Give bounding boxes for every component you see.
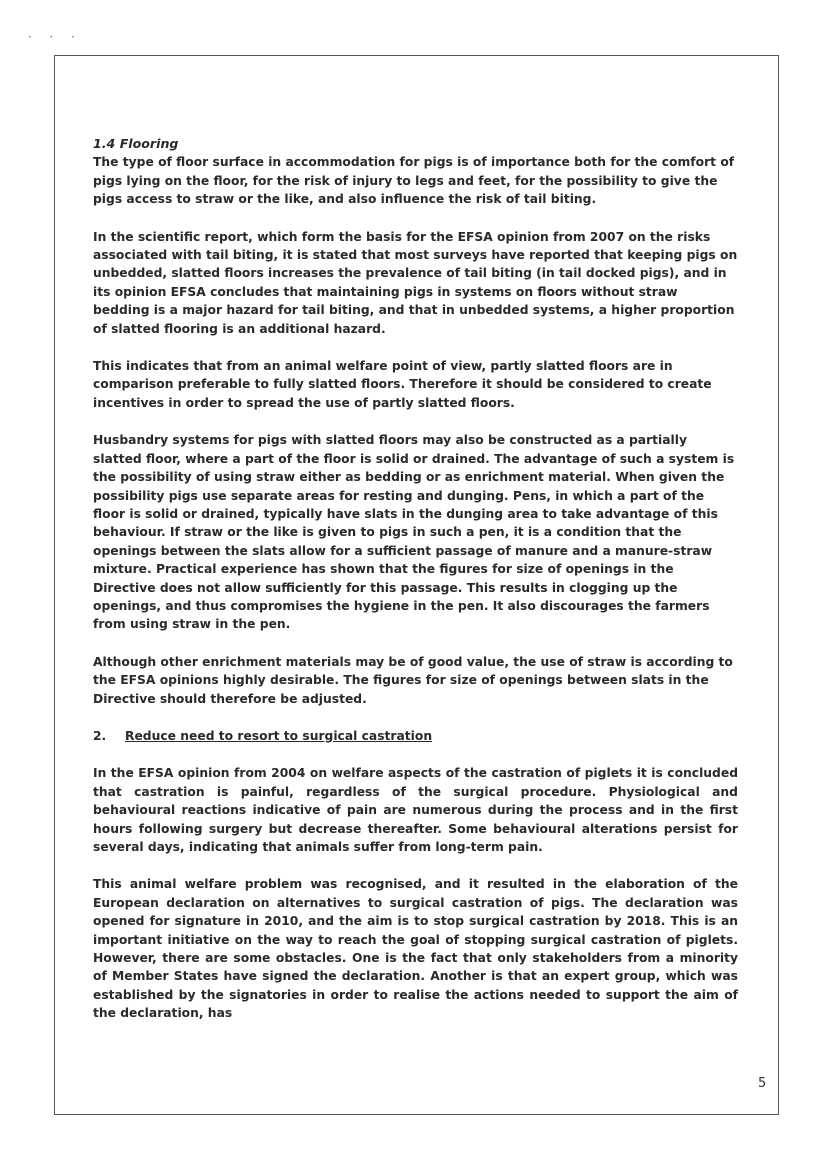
section-title: Reduce need to resort to surgical castration [125,728,433,743]
section-number: 2. [93,728,107,743]
document-body [93,135,738,1042]
section-heading-castration [93,727,738,745]
page-number: 5 [758,1076,767,1091]
section-castration [93,727,738,1023]
paragraph: The type of floor surface in accommodation for pigs is of importance both for the comfort of pigs lying on the floor, for the risk of injury to legs and feet, for the possibility to give the pigs access to straw or the like, and also influence the risk of tail biting. [93,155,735,207]
section-flooring [93,135,738,708]
paragraph: In the EFSA opinion from 2004 on welfare aspects of the castration of piglets it is concluded that castration is painful, regardless of the surgical procedure. Physiological and behavioural reactions indicative of pain are numerous during the process and in the first hours following surgery but decrease thereafter. Some behavioural alterations persist for several days, indicating that animals suffer from long-term pain. [93,766,738,854]
scan-artifact-dots: ••• [28,34,93,41]
paragraph: This indicates that from an animal welfare point of view, partly slatted floors are in comparison preferable to fully slatted floors. Therefore it should be considered to create incentives in order to spread the use of partly slatted floors. [93,359,712,410]
paragraph: In the scientific report, which form the basis for the EFSA opinion from 2007 on the risks associated with tail biting, it is stated that most surveys have reported that keeping pigs on unbedded, slatted floors increases the prevalence of tail biting (in tail docked pigs), and in its opinion EFSA concludes that maintaining pigs in systems on floors without straw bedding is a major hazard for tail biting, and that in unbedded systems, a higher proportion of slatted flooring is an additional hazard. [93,229,738,336]
section-heading-flooring: 1.4 Flooring [93,136,179,151]
paragraph: Husbandry systems for pigs with slatted floors may also be constructed as a partially slatted floor, where a part of the floor is solid or drained. The advantage of such a system is the possibility of using straw either as bedding or as enrichment material. When given the possibility pigs use separate areas for resting and dunging. Pens, in which a part of the floor is solid or drained, typically have slats in the dunging area to take advantage of this behaviour. If straw or the like is given to pigs in such a pen, it is a condition that the openings between the slats allow for a sufficient passage of manure and a manure-straw mixture. Practical experience has shown that the figures for size of openings in the Directive does not allow sufficiently for this passage. This results in clogging up the openings, and thus compromises the hygiene in the pen. It also discourages the farmers from using straw in the pen. [93,433,735,632]
paragraph: Although other enrichment materials may be of good value, the use of straw is according to the EFSA opinions highly desirable. The figures for size of openings between slats in the Directive should therefore be adjusted. [93,654,733,706]
paragraph: This animal welfare problem was recognised, and it resulted in the elaboration of the European declaration on alternatives to surgical castration of pigs. The declaration was opened for signature in 2010, and the aim is to stop surgical castration by 2018. This is an important initiative on the way to reach the goal of stopping surgical castration of piglets. However, there are some obstacles. One is the fact that only stakeholders from a minority of Member States have signed the declaration. Another is that an expert group, which was established by the signatories in order to realise the actions needed to support the aim of the declaration, has [93,877,738,1021]
